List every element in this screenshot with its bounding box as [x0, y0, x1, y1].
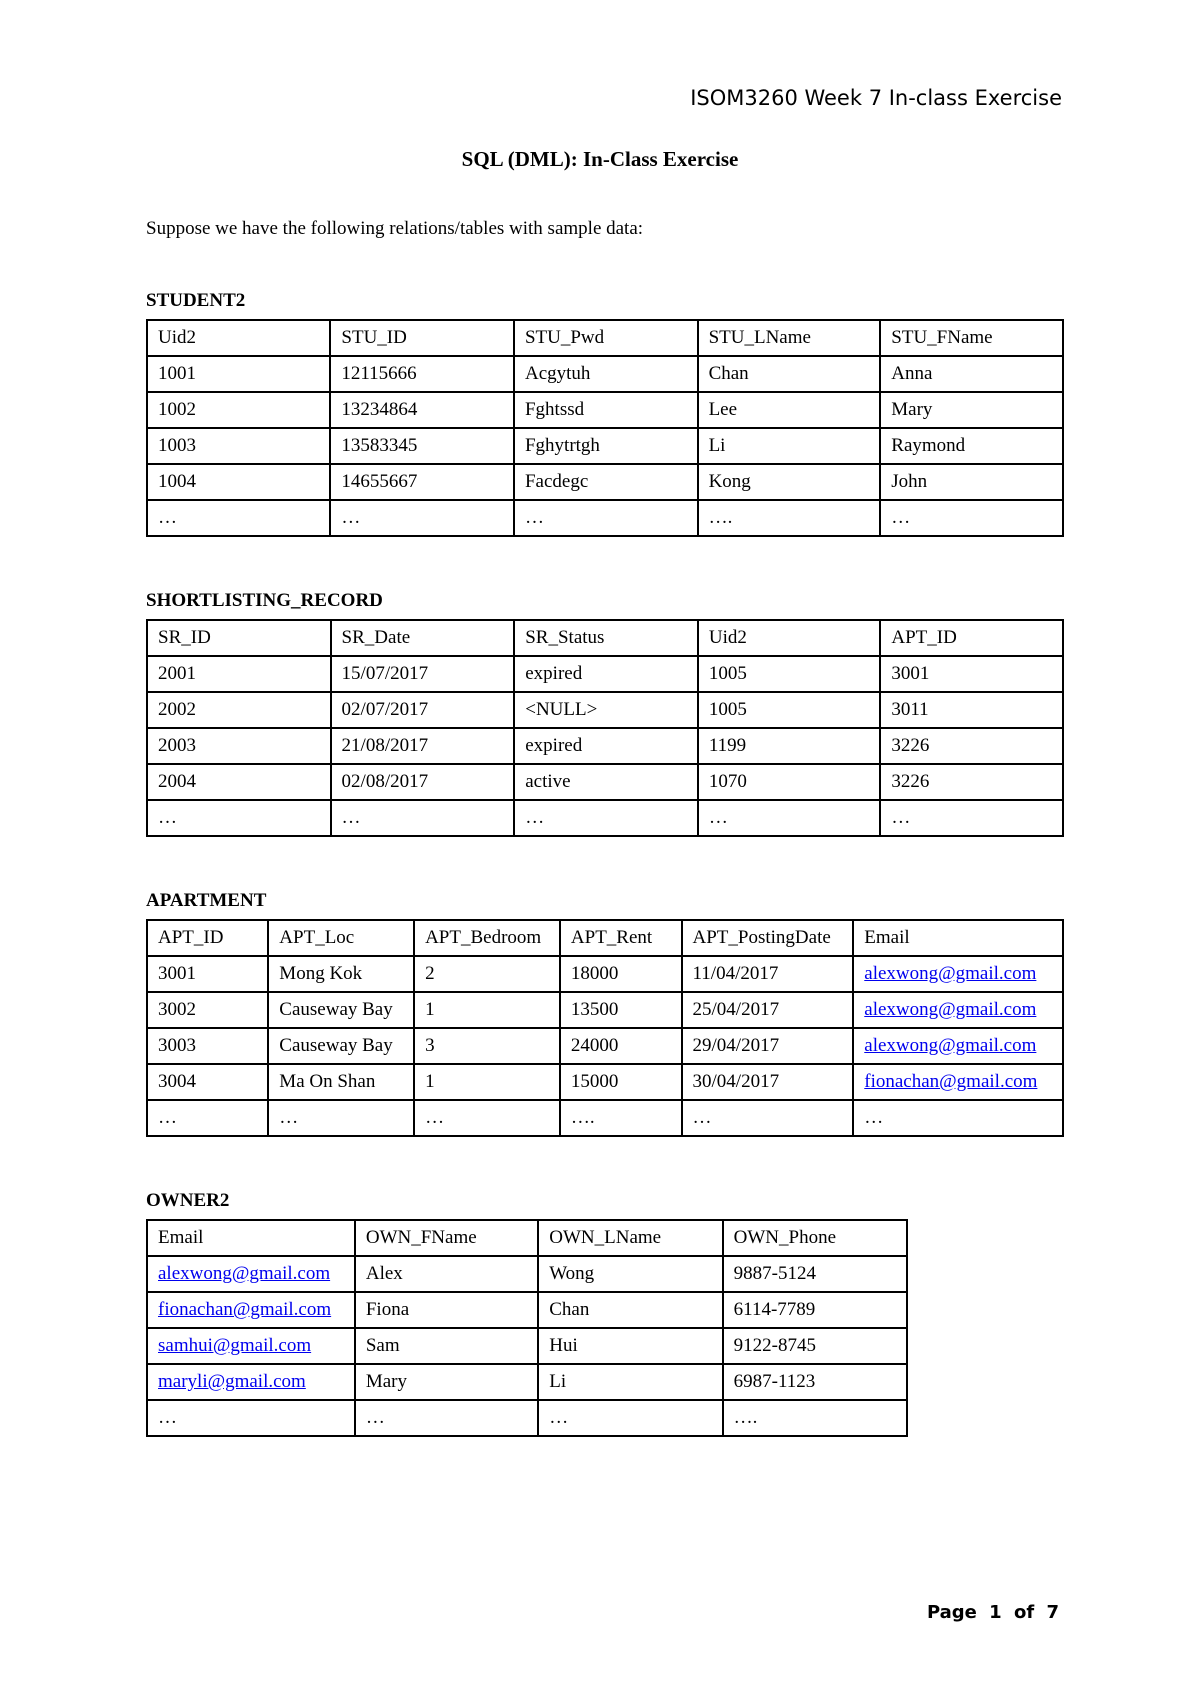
- table-cell: …: [880, 800, 1063, 836]
- table-body: [147, 620, 1063, 836]
- table-row: [147, 656, 1063, 692]
- table-title-apartment: APARTMENT: [146, 890, 267, 911]
- table-body: [147, 1220, 907, 1436]
- table-cell: 18000: [560, 956, 682, 992]
- table-cell: expired: [514, 656, 698, 692]
- table-cell: Mong Kok: [268, 956, 414, 992]
- table-cell: 1005: [698, 692, 880, 728]
- table-cell: Kong: [698, 464, 881, 500]
- table-row: [147, 1028, 1063, 1064]
- column-header: APT_ID: [880, 620, 1063, 656]
- table-cell: Fiona: [355, 1292, 538, 1328]
- table-cell: …: [330, 500, 514, 536]
- column-header: APT_ID: [147, 920, 268, 956]
- table-cell: …: [853, 1100, 1063, 1136]
- table-header-row: [147, 920, 1063, 956]
- table-cell: 1070: [698, 764, 880, 800]
- column-header: SR_ID: [147, 620, 331, 656]
- table-header-row: [147, 1220, 907, 1256]
- table-cell: 6114-7789: [723, 1292, 907, 1328]
- table-cell: 3002: [147, 992, 268, 1028]
- table-cell: Mary: [355, 1364, 538, 1400]
- student2-table: [146, 319, 1064, 537]
- table-cell: …: [880, 500, 1063, 536]
- table-body: [147, 320, 1063, 536]
- table-cell: ….: [723, 1400, 907, 1436]
- table-cell: 25/04/2017: [682, 992, 854, 1028]
- table-cell: …: [698, 800, 880, 836]
- table-cell: 13234864: [330, 392, 514, 428]
- table-cell: …: [147, 1100, 268, 1136]
- table-cell: 1001: [147, 356, 330, 392]
- table-cell: 02/07/2017: [331, 692, 515, 728]
- table-cell: [147, 1292, 355, 1328]
- shortlisting-record-table: [146, 619, 1064, 837]
- table-cell: …: [331, 800, 515, 836]
- column-header: APT_PostingDate: [682, 920, 854, 956]
- column-header: Uid2: [698, 620, 880, 656]
- table-cell: <NULL>: [514, 692, 698, 728]
- table-cell: Fghytrtgh: [514, 428, 698, 464]
- table-row: [147, 392, 1063, 428]
- table-row: [147, 464, 1063, 500]
- table-cell: …: [147, 500, 330, 536]
- email-link[interactable]: fionachan@gmail.com: [864, 1071, 1038, 1092]
- total-pages: 7: [1046, 1602, 1059, 1623]
- page-word: Page: [926, 1602, 977, 1623]
- table-cell: Sam: [355, 1328, 538, 1364]
- table-cell: [147, 1256, 355, 1292]
- table-row: [147, 500, 1063, 536]
- table-cell: 21/08/2017: [331, 728, 515, 764]
- of-word: of: [1013, 1602, 1035, 1623]
- column-header: OWN_Phone: [723, 1220, 907, 1256]
- table-cell: 1199: [698, 728, 880, 764]
- table-cell: Li: [698, 428, 881, 464]
- table-title-student2: STUDENT2: [146, 290, 246, 311]
- table-cell: …: [147, 1400, 355, 1436]
- table-cell: 3226: [880, 764, 1063, 800]
- column-header: APT_Bedroom: [414, 920, 560, 956]
- column-header: STU_Pwd: [514, 320, 698, 356]
- table-cell: Li: [538, 1364, 722, 1400]
- table-cell: 13500: [560, 992, 682, 1028]
- table-row: [147, 1292, 907, 1328]
- owner2-table: [146, 1219, 908, 1437]
- table-cell: ….: [560, 1100, 682, 1136]
- table-cell: …: [514, 800, 698, 836]
- table-cell: [147, 1364, 355, 1400]
- table-cell: Fghtssd: [514, 392, 698, 428]
- table-cell: 2004: [147, 764, 331, 800]
- column-header: STU_ID: [330, 320, 514, 356]
- table-cell: …: [355, 1400, 538, 1436]
- table-row: [147, 428, 1063, 464]
- table-cell: [853, 1064, 1063, 1100]
- table-cell: Lee: [698, 392, 881, 428]
- table-cell: …: [538, 1400, 722, 1436]
- page-title: SQL (DML): In-Class Exercise: [461, 147, 739, 171]
- course-header: ISOM3260 Week 7 In-class Exercise: [690, 86, 1062, 110]
- table-cell: 2001: [147, 656, 331, 692]
- table-row: [147, 1064, 1063, 1100]
- table-row: [147, 764, 1063, 800]
- table-body: [147, 920, 1063, 1136]
- table-cell: 3226: [880, 728, 1063, 764]
- table-row: [147, 992, 1063, 1028]
- table-cell: ….: [698, 500, 881, 536]
- page-number: 1: [989, 1602, 1002, 1623]
- table-title-owner2: OWNER2: [146, 1190, 230, 1211]
- column-header: STU_LName: [698, 320, 881, 356]
- column-header: Uid2: [147, 320, 330, 356]
- table-cell: 2003: [147, 728, 331, 764]
- email-link[interactable]: alexwong@gmail.com: [864, 1035, 1037, 1056]
- table-cell: [853, 956, 1063, 992]
- table-cell: 12115666: [330, 356, 514, 392]
- table-cell: 29/04/2017: [682, 1028, 854, 1064]
- table-header-row: [147, 620, 1063, 656]
- column-header: APT_Rent: [560, 920, 682, 956]
- table-cell: …: [268, 1100, 414, 1136]
- table-cell: 11/04/2017: [682, 956, 854, 992]
- table-row: [147, 728, 1063, 764]
- email-link[interactable]: samhui@gmail.com: [158, 1335, 312, 1356]
- column-header: SR_Status: [514, 620, 698, 656]
- table-cell: …: [414, 1100, 560, 1136]
- table-cell: Raymond: [880, 428, 1063, 464]
- table-cell: [853, 1028, 1063, 1064]
- table-cell: 3003: [147, 1028, 268, 1064]
- column-header: OWN_FName: [355, 1220, 538, 1256]
- table-cell: 3: [414, 1028, 560, 1064]
- email-link[interactable]: alexwong@gmail.com: [864, 963, 1037, 984]
- table-cell: 2: [414, 956, 560, 992]
- table-row: [147, 1256, 907, 1292]
- table-cell: Ma On Shan: [268, 1064, 414, 1100]
- column-header: OWN_LName: [538, 1220, 722, 1256]
- table-row: [147, 956, 1063, 992]
- table-row: [147, 356, 1063, 392]
- column-header: Email: [147, 1220, 355, 1256]
- column-header: APT_Loc: [268, 920, 414, 956]
- email-link[interactable]: maryli@gmail.com: [158, 1371, 306, 1392]
- table-cell: [147, 1328, 355, 1364]
- table-row: [147, 800, 1063, 836]
- table-cell: Chan: [698, 356, 881, 392]
- table-cell: 02/08/2017: [331, 764, 515, 800]
- table-cell: 15/07/2017: [331, 656, 515, 692]
- table-cell: 3001: [147, 956, 268, 992]
- table-row: [147, 1100, 1063, 1136]
- table-cell: Mary: [880, 392, 1063, 428]
- table-cell: 1005: [698, 656, 880, 692]
- intro-text: Suppose we have the following relations/tables with sample data:: [146, 218, 644, 239]
- table-row: [147, 692, 1063, 728]
- table-cell: …: [682, 1100, 854, 1136]
- table-cell: 3004: [147, 1064, 268, 1100]
- table-cell: 3011: [880, 692, 1063, 728]
- table-cell: 30/04/2017: [682, 1064, 854, 1100]
- table-cell: 15000: [560, 1064, 682, 1100]
- table-cell: 2002: [147, 692, 331, 728]
- table-row: [147, 1364, 907, 1400]
- column-header: SR_Date: [331, 620, 515, 656]
- table-cell: …: [514, 500, 698, 536]
- table-cell: …: [147, 800, 331, 836]
- table-row: [147, 1400, 907, 1436]
- table-title-shortlisting-record: SHORTLISTING_RECORD: [146, 590, 383, 611]
- table-cell: Hui: [538, 1328, 722, 1364]
- table-cell: 9887-5124: [723, 1256, 907, 1292]
- table-cell: 3001: [880, 656, 1063, 692]
- table-cell: Acgytuh: [514, 356, 698, 392]
- table-cell: 9122-8745: [723, 1328, 907, 1364]
- page-footer: [924, 1602, 1062, 1623]
- column-header: Email: [853, 920, 1063, 956]
- table-cell: Causeway Bay: [268, 992, 414, 1028]
- table-cell: Anna: [880, 356, 1063, 392]
- apartment-table: [146, 919, 1064, 1137]
- table-cell: 13583345: [330, 428, 514, 464]
- table-row: [147, 1328, 907, 1364]
- table-cell: 1: [414, 1064, 560, 1100]
- column-header: STU_FName: [880, 320, 1063, 356]
- table-cell: expired: [514, 728, 698, 764]
- table-cell: active: [514, 764, 698, 800]
- table-cell: Facdegc: [514, 464, 698, 500]
- table-cell: 1: [414, 992, 560, 1028]
- table-cell: [853, 992, 1063, 1028]
- table-cell: Causeway Bay: [268, 1028, 414, 1064]
- email-link[interactable]: fionachan@gmail.com: [158, 1299, 332, 1320]
- table-cell: Wong: [538, 1256, 722, 1292]
- table-cell: Chan: [538, 1292, 722, 1328]
- table-cell: 14655667: [330, 464, 514, 500]
- email-link[interactable]: alexwong@gmail.com: [864, 999, 1037, 1020]
- table-cell: 1002: [147, 392, 330, 428]
- table-cell: 1003: [147, 428, 330, 464]
- email-link[interactable]: alexwong@gmail.com: [158, 1263, 331, 1284]
- table-cell: 6987-1123: [723, 1364, 907, 1400]
- table-cell: 24000: [560, 1028, 682, 1064]
- table-cell: Alex: [355, 1256, 538, 1292]
- table-header-row: [147, 320, 1063, 356]
- table-cell: 1004: [147, 464, 330, 500]
- table-cell: John: [880, 464, 1063, 500]
